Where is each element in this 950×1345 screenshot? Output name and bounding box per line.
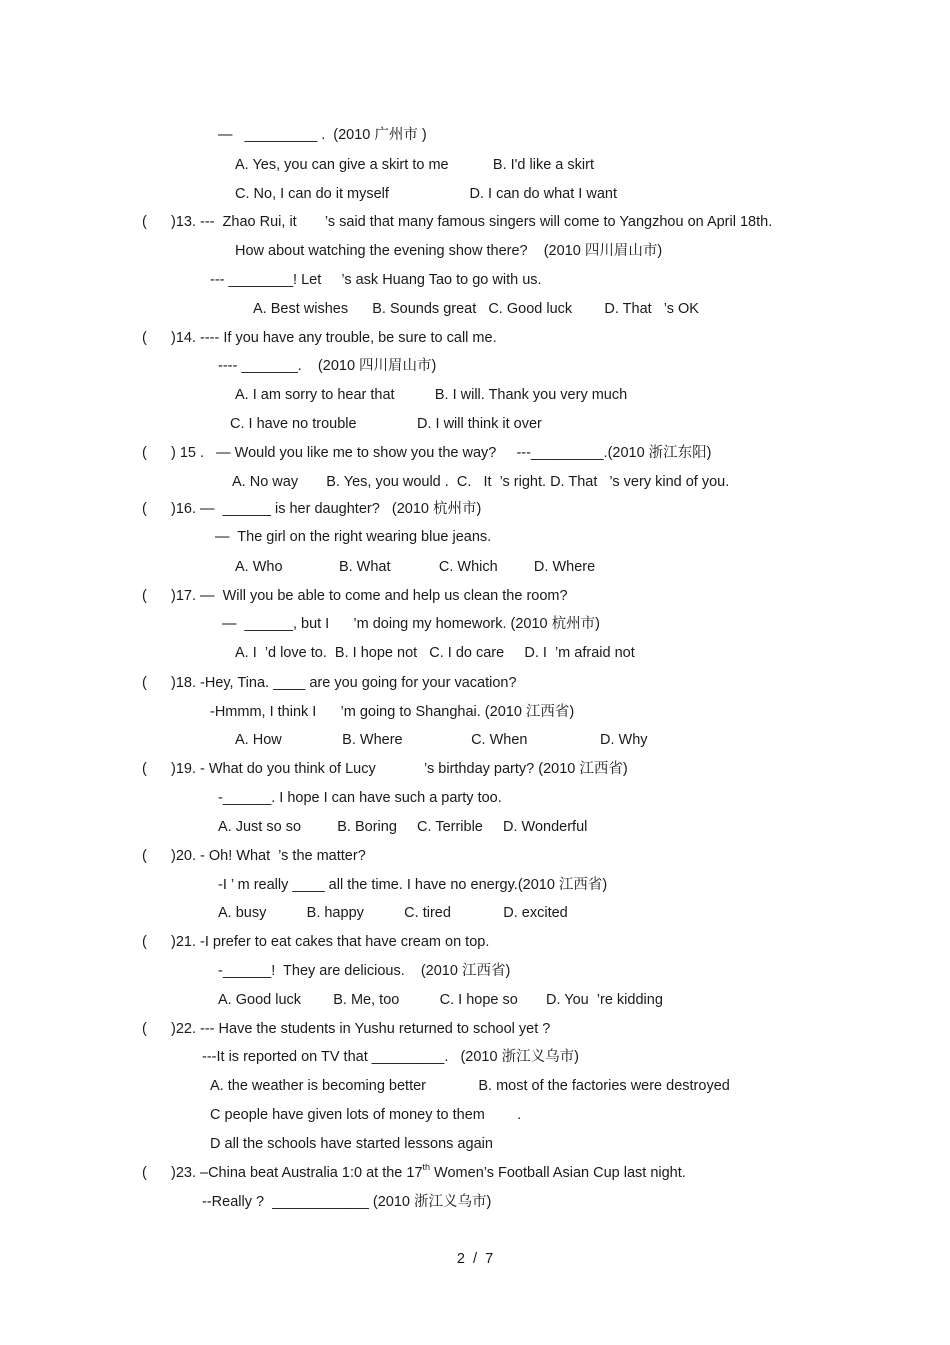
q17-stem: ( )17. — Will you be able to come and help us clean the room? (142, 588, 568, 604)
q13-options: A. Best wishes B. Sounds great C. Good luck D. That ’s OK (253, 301, 699, 317)
q23-stem-end: Women’s Football Asian Cup last night. (430, 1165, 686, 1181)
q17-options: A. I ’d love to. B. I hope not C. I do care D. I ’m afraid not (235, 645, 635, 661)
q12-options-ab: A. Yes, you can give a skirt to me B. I'd like a skirt (235, 157, 594, 173)
q14-stem: ( )14. ---- If you have any trouble, be sure to call me. (142, 330, 497, 346)
q23-stem-start: ( )23. –China beat Australia 1:0 at the 17 (142, 1165, 423, 1181)
q13-response: --- ________! Let ’s ask Huang Tao to go with us. (210, 272, 542, 288)
q13-stem: ( )13. --- Zhao Rui, it ’s said that many famous singers will come to Yangzhou on April 18th. (142, 214, 773, 230)
q22-option-c: C people have given lots of money to them . (210, 1107, 522, 1123)
q22-stem: ( )22. --- Have the students in Yushu returned to school yet ? (142, 1021, 551, 1037)
page-number: 2 / 7 (456, 1251, 494, 1267)
q16-options: A. Who B. What C. Which D. Where (235, 559, 596, 575)
q14-response: ---- _______. (2010 四川眉山市) (218, 358, 437, 374)
q22-options-ab: A. the weather is becoming better B. most of the factories were destroyed (210, 1078, 730, 1094)
q13-stem-continued: How about watching the evening show there? (2010 四川眉山市) (235, 243, 663, 259)
q12-answer-blank-line: — _________ . (2010 广州市 ) (218, 127, 427, 143)
q20-response: -I ’ m really ____ all the time. I have no energy.(2010 江西省) (218, 877, 608, 893)
q19-options: A. Just so so B. Boring C. Terrible D. Wonderful (218, 819, 588, 835)
q15-options: A. No way B. Yes, you would . C. It ’s right. D. That ’s very kind of you. (232, 474, 730, 490)
q18-options: A. How B. Where C. When D. Why (235, 732, 648, 748)
q20-stem: ( )20. - Oh! What ’s the matter? (142, 848, 366, 864)
q23-response: --Really ? ____________ (2010 浙江义乌市) (202, 1194, 492, 1210)
q19-stem: ( )19. - What do you think of Lucy ’s birthday party? (2010 江西省) (142, 761, 628, 777)
q20-options: A. busy B. happy C. tired D. excited (218, 905, 568, 921)
q21-stem: ( )21. -I prefer to eat cakes that have cream on top. (142, 934, 490, 950)
q16-stem: ( )16. — ______ is her daughter? (2010 杭州市) (142, 501, 482, 517)
q14-options-ab: A. I am sorry to hear that B. I will. Thank you very much (235, 387, 628, 403)
q14-options-cd: C. I have no trouble D. I will think it over (230, 416, 542, 432)
q15-stem: ( ) 15 . — Would you like me to show you the way? ---_________.(2010 浙江东阳) (142, 445, 712, 461)
q16-response: — The girl on the right wearing blue jeans. (215, 529, 492, 545)
q22-option-d: D all the schools have started lessons again (210, 1136, 493, 1152)
q19-response: -______. I hope I can have such a party too. (218, 790, 502, 806)
q21-options: A. Good luck B. Me, too C. I hope so D. You ’re kidding (218, 992, 663, 1008)
q18-stem: ( )18. -Hey, Tina. ____ are you going for your vacation? (142, 675, 517, 691)
q18-response: -Hmmm, I think I ’m going to Shanghai. (2010 江西省) (210, 704, 575, 720)
q23-ordinal-suffix: th (422, 1162, 431, 1172)
q12-options-cd: C. No, I can do it myself D. I can do what I want (235, 186, 617, 202)
q21-response: -______! They are delicious. (2010 江西省) (218, 963, 511, 979)
q23-stem (142, 1164, 686, 1182)
q22-response: ---It is reported on TV that _________. (2010 浙江义乌市) (202, 1049, 579, 1065)
q17-response: — ______, but I ’m doing my homework. (2010 杭州市) (222, 616, 600, 632)
